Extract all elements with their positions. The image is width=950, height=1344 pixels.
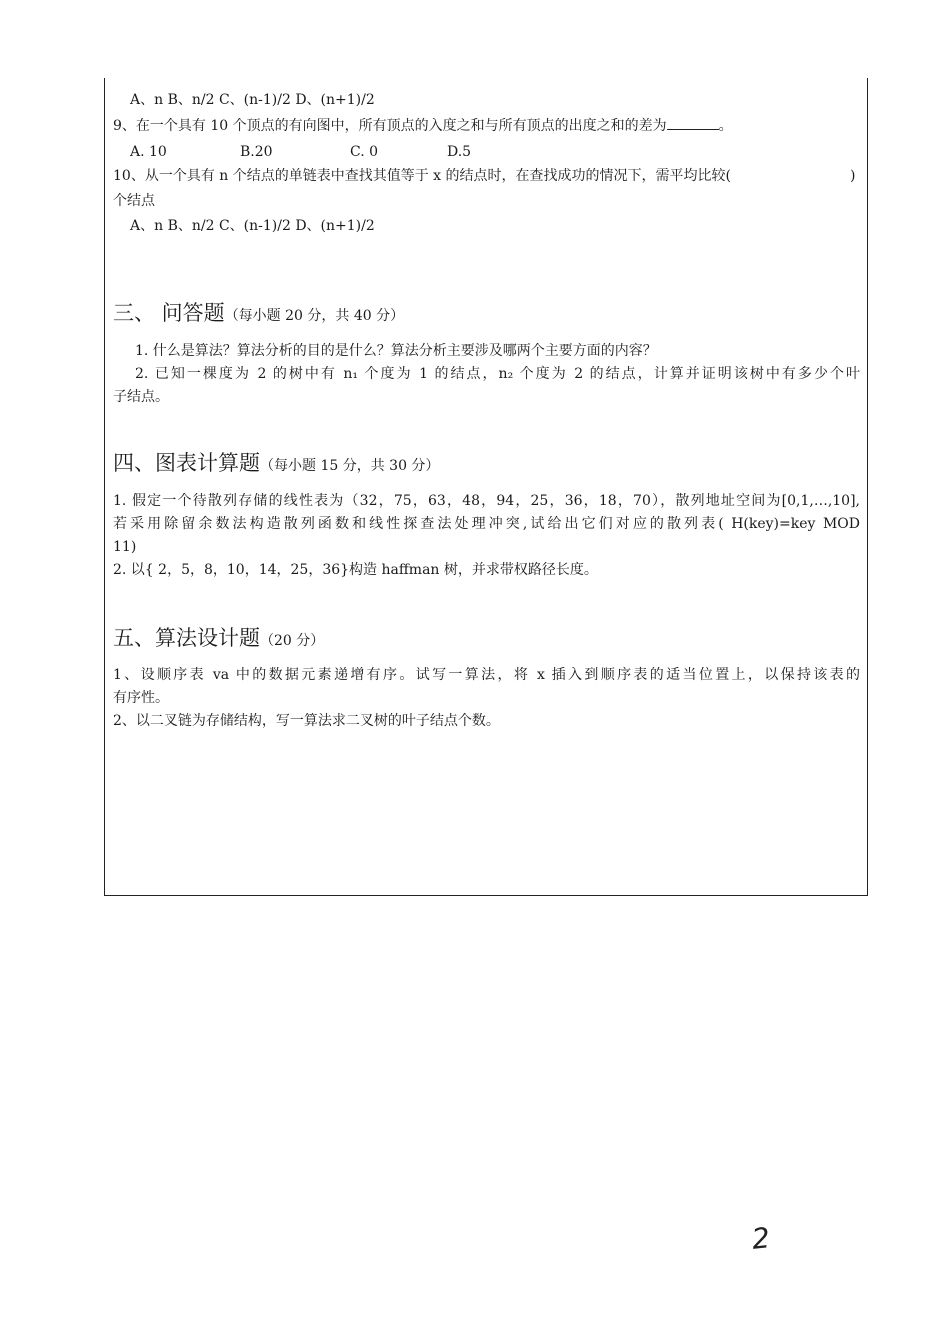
section5-heading	[113, 625, 324, 654]
section3-score-note: （每小题 20 分，共 40 分）	[224, 308, 405, 324]
section4-q2: 2. 以{ 2，5，8，10，14，25，36}构造 haffman 树，并求带权路径长度。	[113, 562, 598, 578]
q9-option-d: D.5	[447, 144, 472, 160]
q9-option-b: B.20	[240, 144, 273, 160]
q10-options: A、n B、n/2 C、(n-1)/2 D、(n+1)/2	[130, 218, 375, 234]
section4-q1-line2: 若采用除留余数法构造散列函数和线性探查法处理冲突,试给出它们对应的散列表( H(key)=key MOD	[113, 516, 860, 532]
q9-stem	[113, 117, 733, 135]
q9-stem-end: 。	[718, 118, 733, 134]
section4-heading	[113, 450, 439, 479]
section5-title: 五、算法设计题	[113, 626, 260, 650]
section5-q1-line2: 有序性。	[113, 690, 169, 706]
section4-q1-line1: 1. 假定一个待散列存储的线性表为（32，75，63，48，94，25，36，18，70），散列地址空间为[0,1,…,10],	[113, 493, 860, 509]
section5-q2: 2、以二叉链为存储结构，写一算法求二叉树的叶子结点个数。	[113, 713, 500, 729]
q10-paren-close: )	[850, 168, 856, 184]
section4-score-note: （每小题 15 分，共 30 分）	[260, 458, 440, 474]
q9-options	[130, 143, 471, 161]
q8-options: A、n B、n/2 C、(n-1)/2 D、(n+1)/2	[130, 92, 375, 108]
section3-body	[135, 340, 860, 386]
section3-title: 三、 问答题	[113, 301, 225, 325]
q10-stem-line2: 个结点	[113, 193, 155, 209]
q9-option-c: C. 0	[350, 144, 379, 160]
q10-stem-line1: 10、从一个具有 n 个结点的单链表中查找其值等于 x 的结点时，在查找成功的情况下，需平均比较(	[113, 168, 731, 184]
section3-q2-line1: 2. 已知一棵度为 2 的树中有 n₁ 个度为 1 的结点，n₂ 个度为 2 的结点，计算并证明该树中有多少个叶	[135, 366, 860, 382]
section5-score-note: （20 分）	[260, 633, 325, 649]
exam-frame	[104, 78, 868, 896]
page-number: 2	[750, 1221, 772, 1256]
section3-q1: 1. 什么是算法？算法分析的目的是什么？算法分析主要涉及哪两个主要方面的内容？	[135, 343, 657, 359]
section4-q1-line3: 11)	[113, 539, 137, 555]
section5-body	[113, 664, 860, 733]
q9-option-a: A. 10	[130, 144, 167, 160]
section4-body	[113, 490, 860, 582]
section3-q2-line2: 子结点。	[113, 389, 169, 405]
section4-title: 四、图表计算题	[113, 451, 260, 475]
q9-stem-text: 9、在一个具有 10 个顶点的有向图中，所有顶点的入度之和与所有顶点的出度之和的差为	[113, 118, 667, 134]
section3-heading	[113, 300, 404, 329]
q9-answer-blank	[667, 117, 719, 130]
section5-q1-line1: 1、设顺序表 va 中的数据元素递增有序。试写一算法，将 x 插入到顺序表的适当位置上，以保持该表的	[113, 667, 860, 683]
